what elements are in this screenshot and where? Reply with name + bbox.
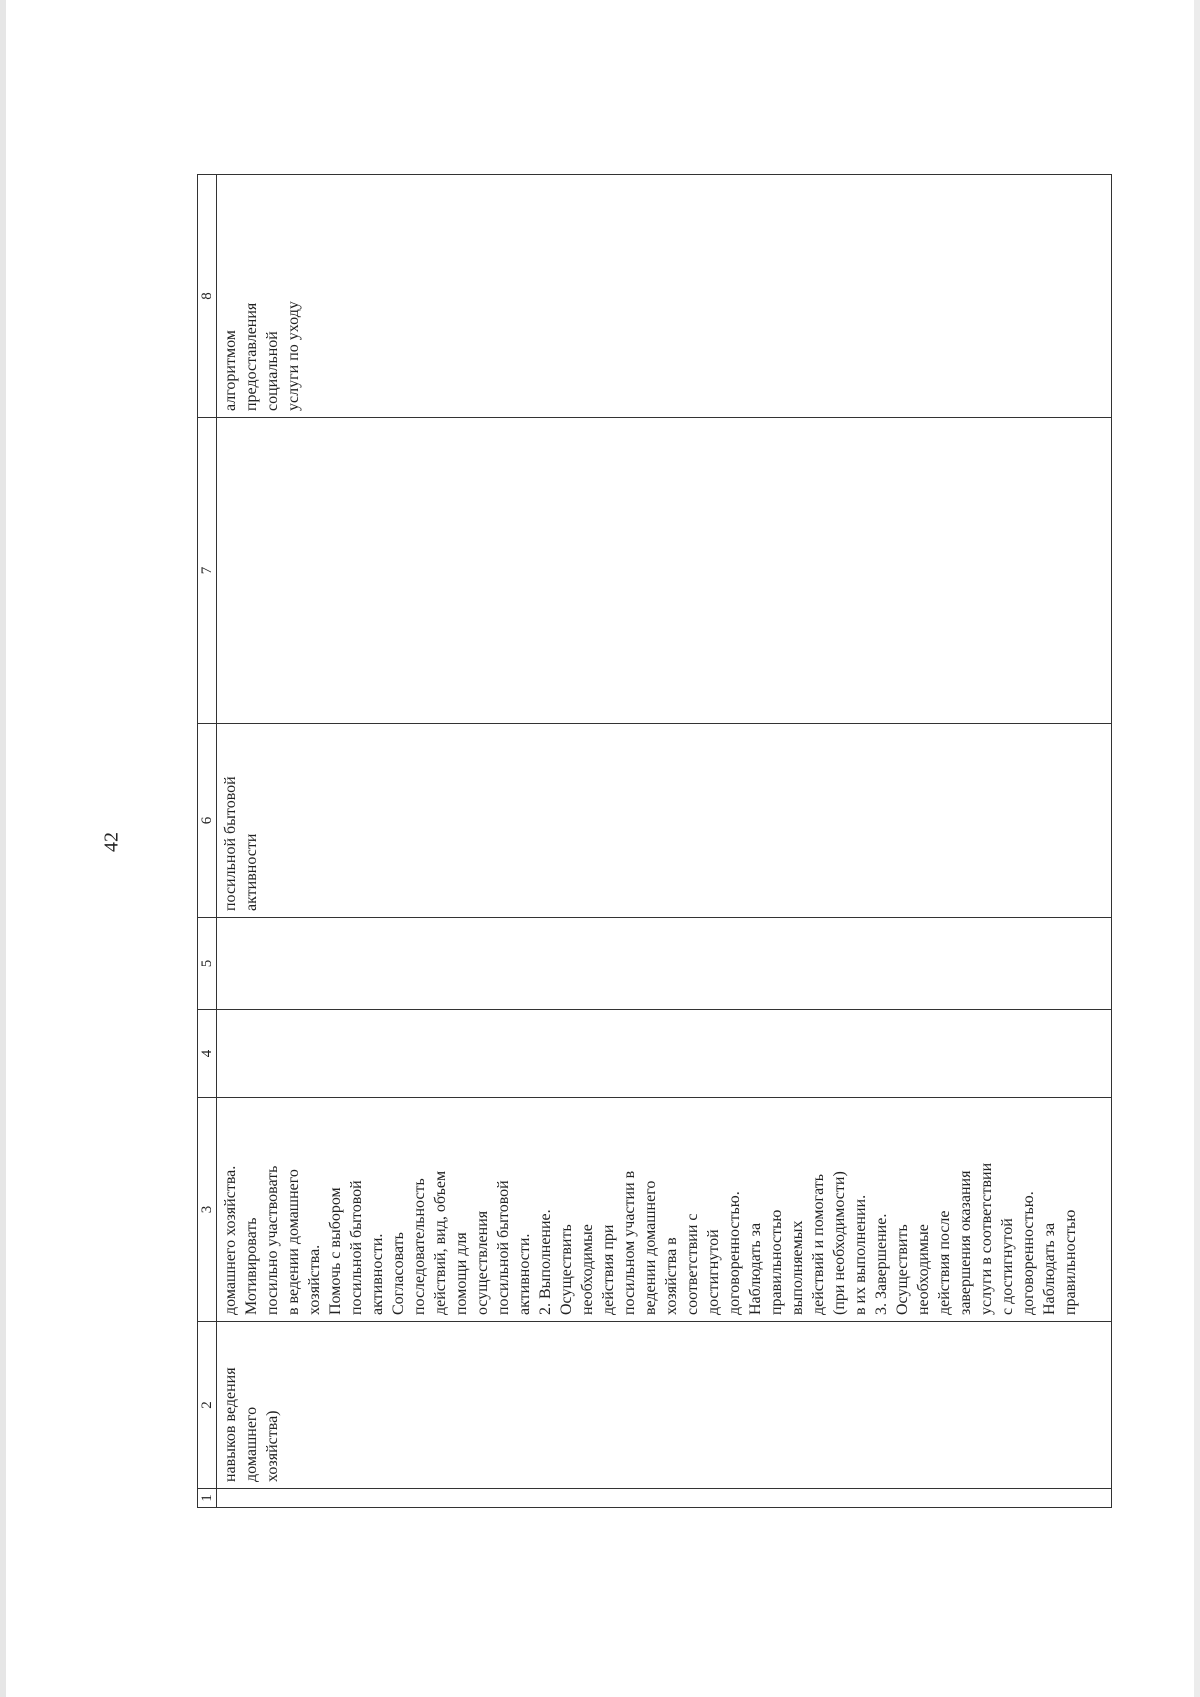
table-row [217,175,1112,1508]
column-header: 7 [198,418,217,724]
table-cell-col5 [217,918,1112,1010]
page-number: 42 [100,832,123,852]
table-cell-col3: домашнего хозяйства. Мотивировать посильно участвовать в ведении домашнего хозяйства. Помочь с выбором посильной бытовой активности. Согласовать последовательность действий, вид, объем помощи для осуществления посильной бытовой активности. 2. Выполнение. Осуществить необходимые действия при посильном участии в ведении домашнего хозяйства в соответствии с достигнутой договоренностью. Наблюдать за правильностью выполняемых действий и помогать (при необходимости) в их выполнении. 3. Завершение. Осуществить необходимые действия после завершения оказания услуги в соответствии с достигнутой договоренностью. Наблюдать за правильностью [217,1098,1112,1322]
service-table [197,174,1112,1508]
column-header: 8 [198,175,217,418]
column-header: 6 [198,724,217,918]
table-cell-col6: посильной бытовой активности [217,724,1112,918]
column-header: 4 [198,1010,217,1098]
table-cell-col1 [217,1489,1112,1508]
table-cell-col7 [217,418,1112,724]
column-header: 3 [198,1098,217,1322]
column-header: 2 [198,1322,217,1489]
column-header: 1 [198,1489,217,1508]
table-cell-col8: алгоритмом предоставления социальной услуги по уходу [217,175,1112,418]
scan-edge-left [0,0,6,1697]
scan-edge-right [1194,0,1200,1697]
column-number-row [198,175,217,1508]
rotated-table-wrapper [197,175,1112,1508]
column-header: 5 [198,918,217,1010]
table-cell-col2: навыков ведения домашнего хозяйства) [217,1322,1112,1489]
table-cell-col4 [217,1010,1112,1098]
